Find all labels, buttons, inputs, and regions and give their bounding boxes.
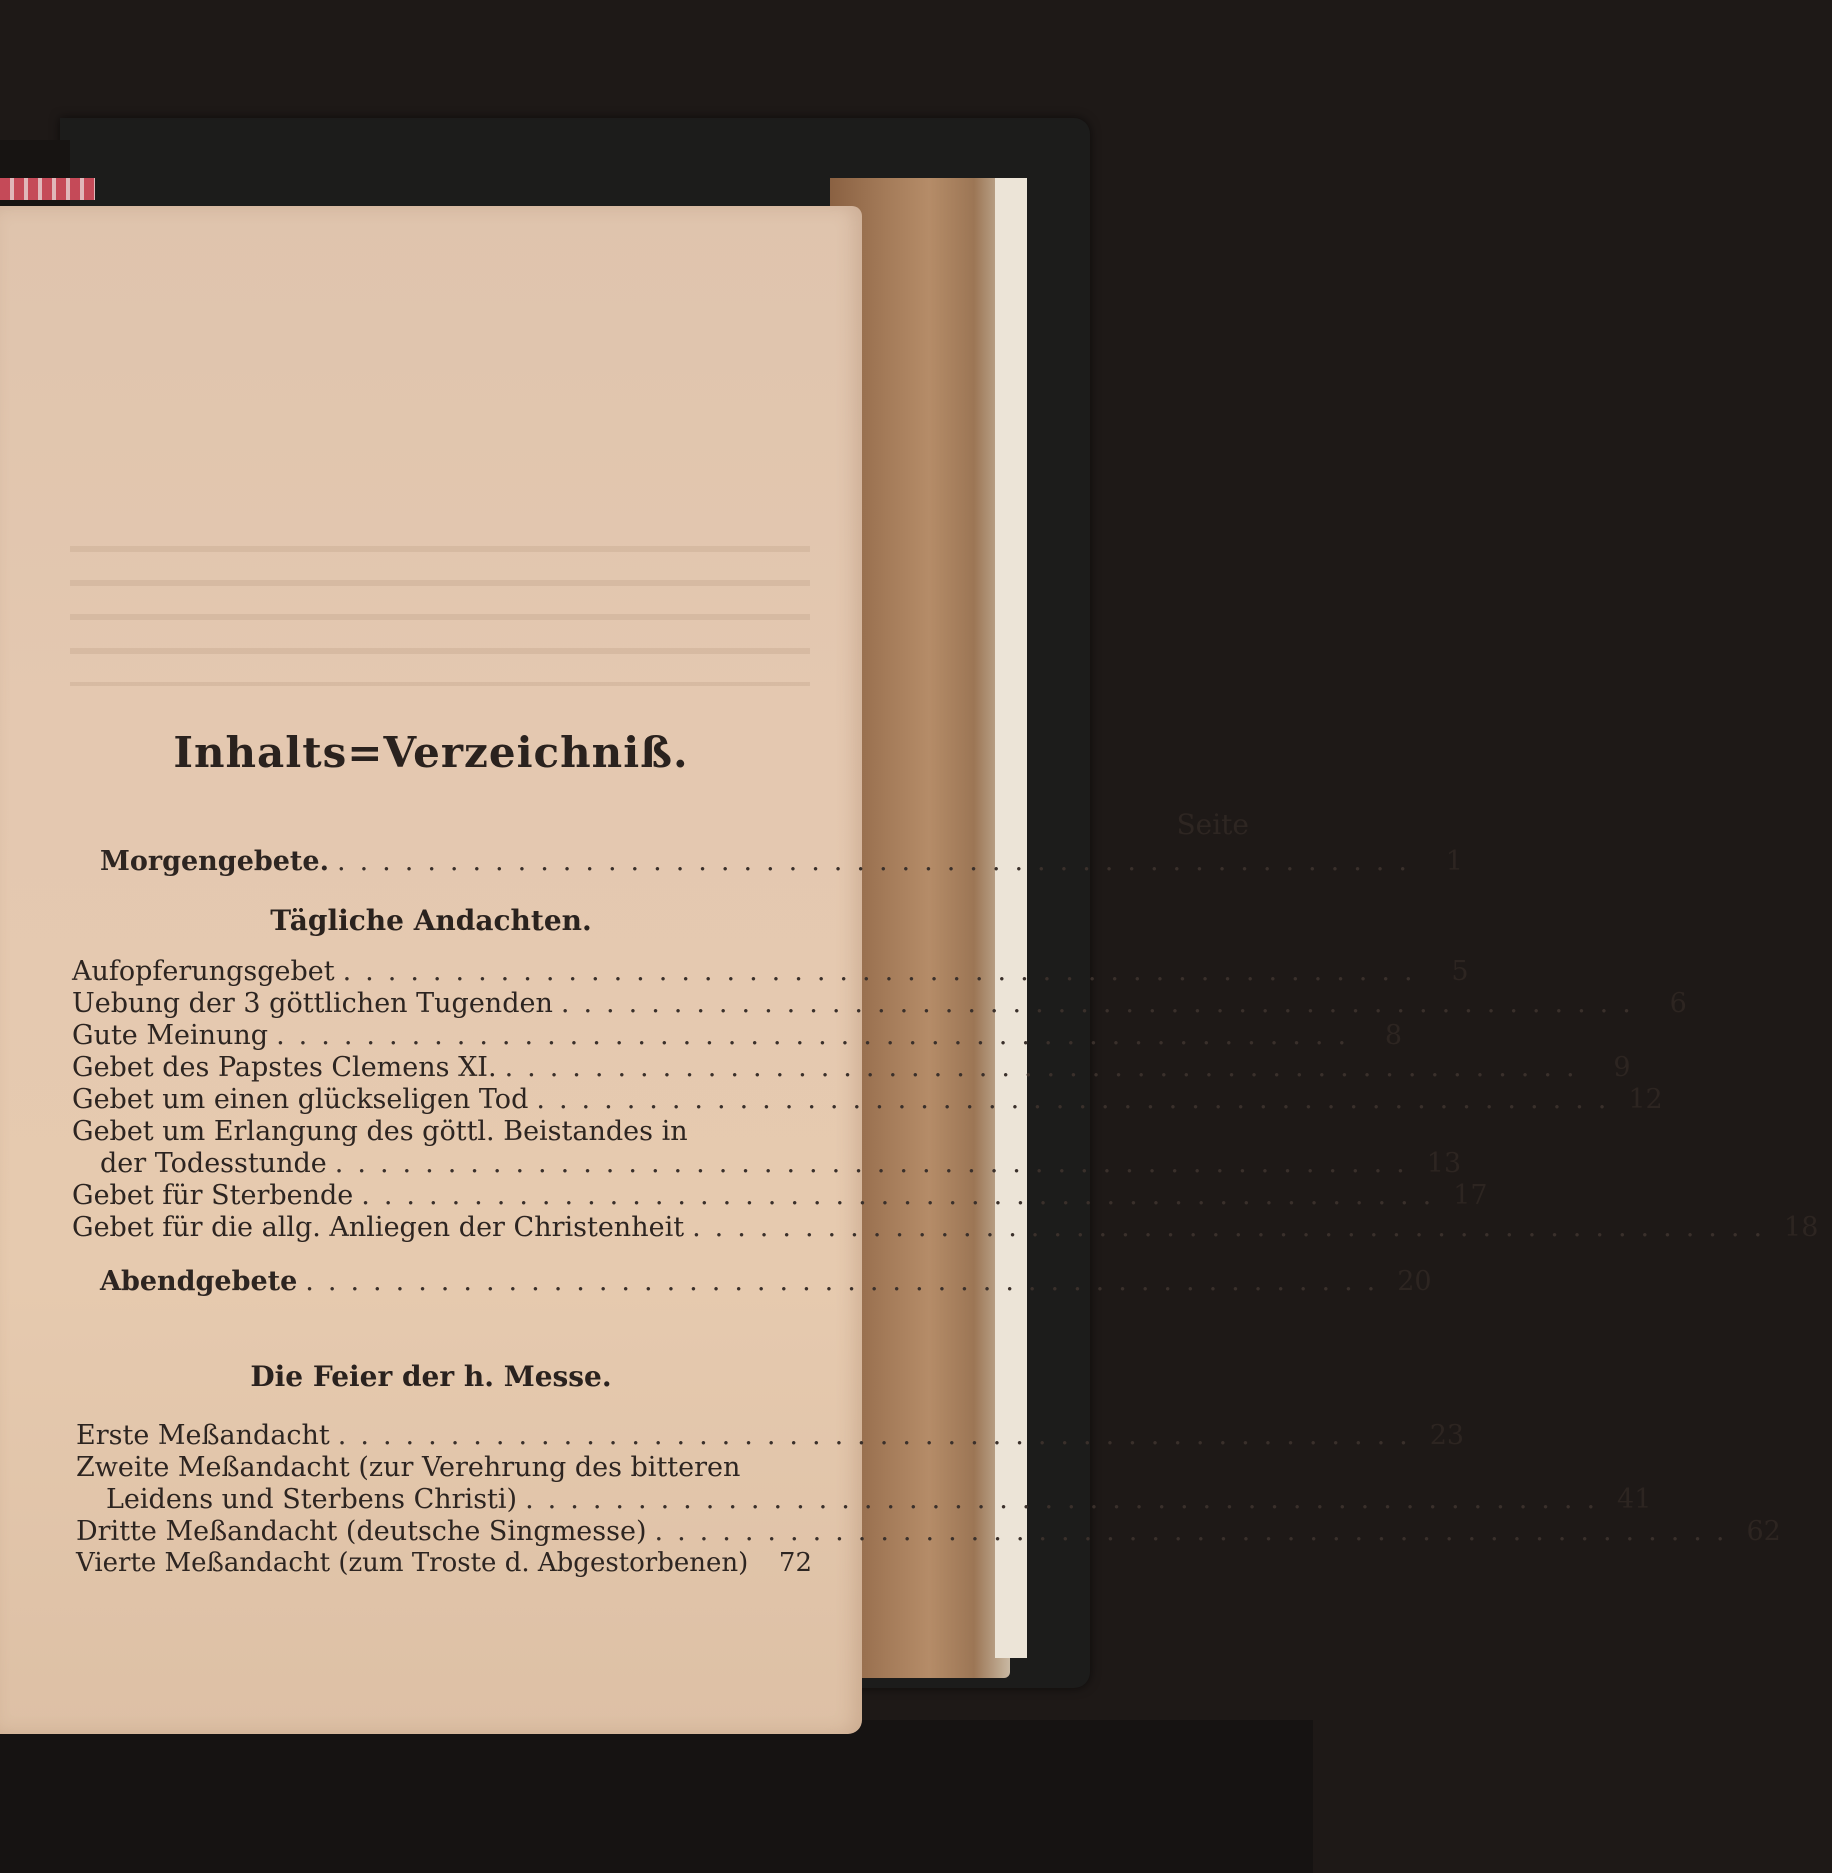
toc-entry: [100, 846, 1463, 880]
entry-label: Uebung der 3 göttlichen Tugenden: [72, 988, 553, 1019]
toc-entry: [76, 1516, 1781, 1550]
entry-page: 9: [1613, 1052, 1631, 1083]
entry-page: 6: [1669, 988, 1687, 1019]
leader-dots: ................................................: [654, 1516, 1739, 1547]
leader-dots: ................................................: [361, 1180, 1446, 1211]
entry-page: 17: [1453, 1180, 1488, 1211]
toc-entry: [72, 1052, 1631, 1086]
entry-label: Gebet um einen glückseligen Tod: [72, 1084, 529, 1115]
entry-page: 20: [1397, 1266, 1432, 1297]
leader-dots: ................................................: [305, 1266, 1390, 1297]
toc-entry: [76, 1452, 808, 1486]
entry-page: 23: [1429, 1420, 1465, 1451]
entry-label: Leidens und Sterbens Christi): [106, 1484, 518, 1515]
toc-entry: [76, 1420, 1465, 1454]
entry-page: 62: [1746, 1516, 1781, 1547]
toc-entry: [106, 1484, 1652, 1518]
entry-label: Gebet für die allg. Anliegen der Christenheit: [72, 1212, 685, 1243]
entry-label: Vierte Meßandacht (zum Troste d. Abgestorbenen): [76, 1548, 749, 1578]
leader-dots: ................................................: [276, 1020, 1361, 1051]
table-surface: [0, 1720, 1313, 1873]
toc-entry: [72, 1084, 1663, 1118]
bleed-through: [70, 546, 810, 686]
toc-entry: [100, 1148, 1462, 1182]
toc-entry: [72, 988, 1687, 1022]
leader-dots: ................................................: [536, 1084, 1621, 1115]
entry-page: 18: [1784, 1212, 1819, 1243]
entry-page: 72: [778, 1548, 812, 1578]
leader-dots: ................................................: [560, 988, 1645, 1019]
section-heading: Tägliche Andachten.: [270, 904, 592, 937]
entry-page: 13: [1426, 1148, 1462, 1179]
toc-entry: [72, 956, 1469, 990]
leader-dots: ................................................: [336, 846, 1421, 877]
entry-label: Gebet um Erlangung des göttl. Beistandes in: [72, 1116, 688, 1147]
entry-page: 41: [1617, 1484, 1652, 1515]
toc-title: Inhalts=Verzeichniß.: [173, 728, 689, 777]
section-heading: Die Feier der h. Messe.: [250, 1360, 612, 1393]
leader-dots: ................................................: [525, 1484, 1610, 1515]
leader-dots: ................................................: [504, 1052, 1589, 1083]
page-column-header: Seite: [1176, 808, 1249, 841]
entry-page: 12: [1628, 1084, 1663, 1115]
entry-label: Dritte Meßandacht (deutsche Singmesse): [76, 1516, 647, 1547]
toc-entry: [72, 1116, 798, 1150]
leader-dots: ................................................: [692, 1212, 1777, 1243]
entry-label: Gute Meinung: [72, 1020, 269, 1051]
entry-label: Zweite Meßandacht (zur Verehrung des bitteren: [76, 1452, 741, 1483]
toc-entry: [72, 1020, 1403, 1054]
entry-label: Aufopferungsgebet: [72, 956, 335, 987]
leader-dots: ................................................: [337, 1420, 1422, 1451]
leader-dots: ................................................: [342, 956, 1427, 987]
entry-label: Abendgebete: [100, 1266, 298, 1297]
toc-entry: [100, 1266, 1432, 1300]
entry-label: Gebet des Papstes Clemens XI.: [72, 1052, 497, 1083]
leader-dots: ................................................: [334, 1148, 1419, 1179]
entry-label: Erste Meßandacht: [76, 1420, 330, 1451]
entry-page: 5: [1451, 956, 1469, 987]
entry-page: 1: [1445, 846, 1463, 877]
entry-label: Morgengebete.: [100, 846, 329, 877]
entry-label: der Todesstunde: [100, 1148, 327, 1179]
bookmark-ribbon: [0, 178, 95, 200]
toc-entry: [72, 1180, 1488, 1214]
entry-page: 8: [1384, 1020, 1403, 1051]
toc-entry: [72, 1212, 1819, 1246]
entry-label: Gebet für Sterbende: [72, 1180, 354, 1211]
toc-entry: [76, 1548, 812, 1582]
